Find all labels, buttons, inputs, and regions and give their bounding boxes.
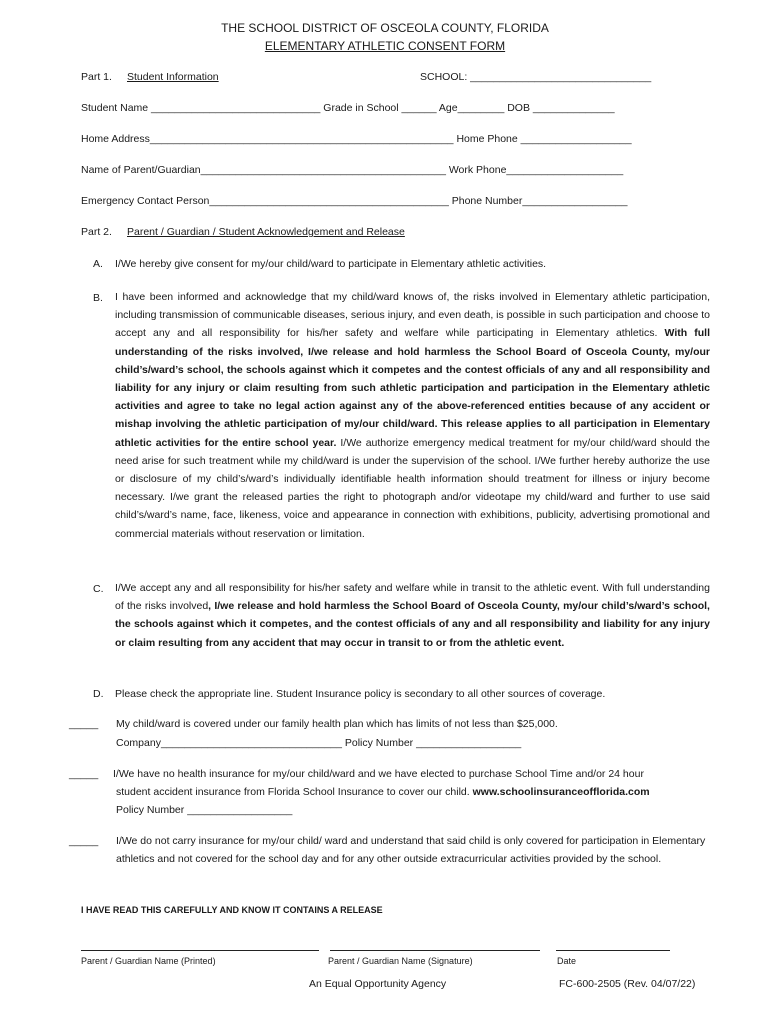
option-1-checkline[interactable]: _____	[69, 718, 99, 730]
part2-heading: Parent / Guardian / Student Acknowledgement and Release	[127, 226, 405, 238]
district-title: THE SCHOOL DISTRICT OF OSCEOLA COUNTY, FLORIDA	[221, 21, 549, 35]
form-title: ELEMENTARY ATHLETIC CONSENT FORM	[264, 39, 506, 53]
option-3-checkline[interactable]: _____	[69, 835, 99, 847]
item-b-text-2: I/We authorize emergency medical treatment for my/our child/ward should the need arise for such treatment while my child/ward is under the supervision of the school. I/We further hereby authorize the use or disclosure of my child’s/ward’s individually identifiable health information should treatment for illness or injury become necessary. I/we grant the released parties the right to photograph and/or videotape my child/ward and further to use said child’s/ward’s name, face, likeness, voice and appearance in connection with exhibitions, publicity, advertising promotional and commercial materials without reservation or limitation.	[115, 436, 711, 540]
item-b-paragraph	[115, 288, 710, 543]
part2-label: Part 2.	[81, 226, 112, 238]
item-c-release-bold: , I/we release and hold harmless the School Board of Osceola County, my/our child’s/ward’s school, the schools against which it competes, and the contest officials of any and all responsibility and liability for any injury or claim resulting from any accident that may occur in transit to or from the athletic event.	[115, 600, 710, 649]
part1-label: Part 1.	[81, 71, 112, 83]
date-line[interactable]	[556, 950, 670, 951]
item-c-paragraph	[115, 579, 710, 652]
item-b-release-bold: With full understanding of the risks involved, I/we release and hold harmless the School Board of Osceola County, my/our child’s/ward’s school, the schools against which it competes and the contest officials of any and all responsibility and liability for any injury or claim resulting from such athletic participation and participation in the Elementary athletic activities and agree to take no legal action against any of the above-referenced entities because of any accident or mishap involving the athletic participation of my/our child/ward. This release applies to all participation in Elementary athletic activities for the entire school year.	[115, 327, 711, 449]
option-3-text: I/We do not carry insurance for my/our child/ ward and understand that said child is only covered for participation in Elementary athletics and not covered for the school day and for any other outside extracurricular activities provided by the school.	[116, 835, 706, 866]
item-a-text: I/We hereby give consent for my/our child/ward to participate in Elementary athletic activities.	[115, 258, 547, 270]
signature-label: Parent / Guardian Name (Signature)	[328, 956, 473, 966]
item-a-letter: A.	[93, 258, 103, 270]
option-1-text: My child/ward is covered under our family health plan which has limits of not less than $25,000.	[116, 718, 558, 730]
release-notice: I HAVE READ THIS CAREFULLY AND KNOW IT CONTAINS A RELEASE	[81, 905, 383, 915]
student-info-row-3[interactable]: Name of Parent/Guardian__________________________________________ Work Phone____________________	[81, 164, 624, 176]
student-info-row-2[interactable]: Home Address____________________________________________________ Home Phone ___________________	[81, 133, 632, 145]
option-2-text-2a: student accident insurance from Florida School Insurance to cover our child.	[116, 786, 473, 798]
option-2-policy-number[interactable]: Policy Number __________________	[116, 804, 293, 816]
item-c-letter: C.	[93, 583, 104, 595]
item-d-letter: D.	[93, 688, 104, 700]
item-d-text: Please check the appropriate line. Student Insurance policy is secondary to all other sources of coverage.	[115, 688, 606, 700]
school-field[interactable]: SCHOOL: _______________________________	[420, 71, 652, 83]
printed-name-line[interactable]	[81, 950, 319, 951]
option-2-text-1: I/We have no health insurance for my/our child/ward and we have elected to purchase School Time and/or 24 hour	[113, 768, 644, 780]
form-number: FC-600-2505 (Rev. 04/07/22)	[559, 978, 696, 990]
part1-heading: Student Information	[127, 71, 219, 83]
student-info-row-1[interactable]: Student Name _____________________________ Grade in School ______ Age________ DOB ______________	[81, 102, 615, 114]
equal-opportunity: An Equal Opportunity Agency	[309, 978, 447, 990]
student-info-row-4[interactable]: Emergency Contact Person_________________________________________ Phone Number__________________	[81, 195, 628, 207]
date-label: Date	[557, 956, 577, 966]
option-2-checkline[interactable]: _____	[69, 768, 99, 780]
item-b-letter: B.	[93, 292, 103, 304]
option-2-text-2	[116, 786, 650, 798]
printed-name-label: Parent / Guardian Name (Printed)	[81, 956, 216, 966]
item-c-text: I/We accept any and all responsibility for his/her safety and welfare while in transit to the athletic event. With full understanding of the risks involved	[115, 582, 710, 613]
insurance-link[interactable]: www.schoolinsuranceofflorida.com	[472, 786, 650, 798]
option-1-company-policy[interactable]: Company_______________________________ Policy Number __________________	[116, 737, 522, 749]
signature-line[interactable]	[330, 950, 540, 951]
item-b-text-1: I have been informed and acknowledge that my child/ward knows of, the risks involved in Elementary athletic participation, including transmission of communicable diseases, serious injury, and even death, is possible in such participation and choose to accept any and all responsibility for his/her safety and welfare while participating in Elementary athletics.	[115, 291, 710, 340]
